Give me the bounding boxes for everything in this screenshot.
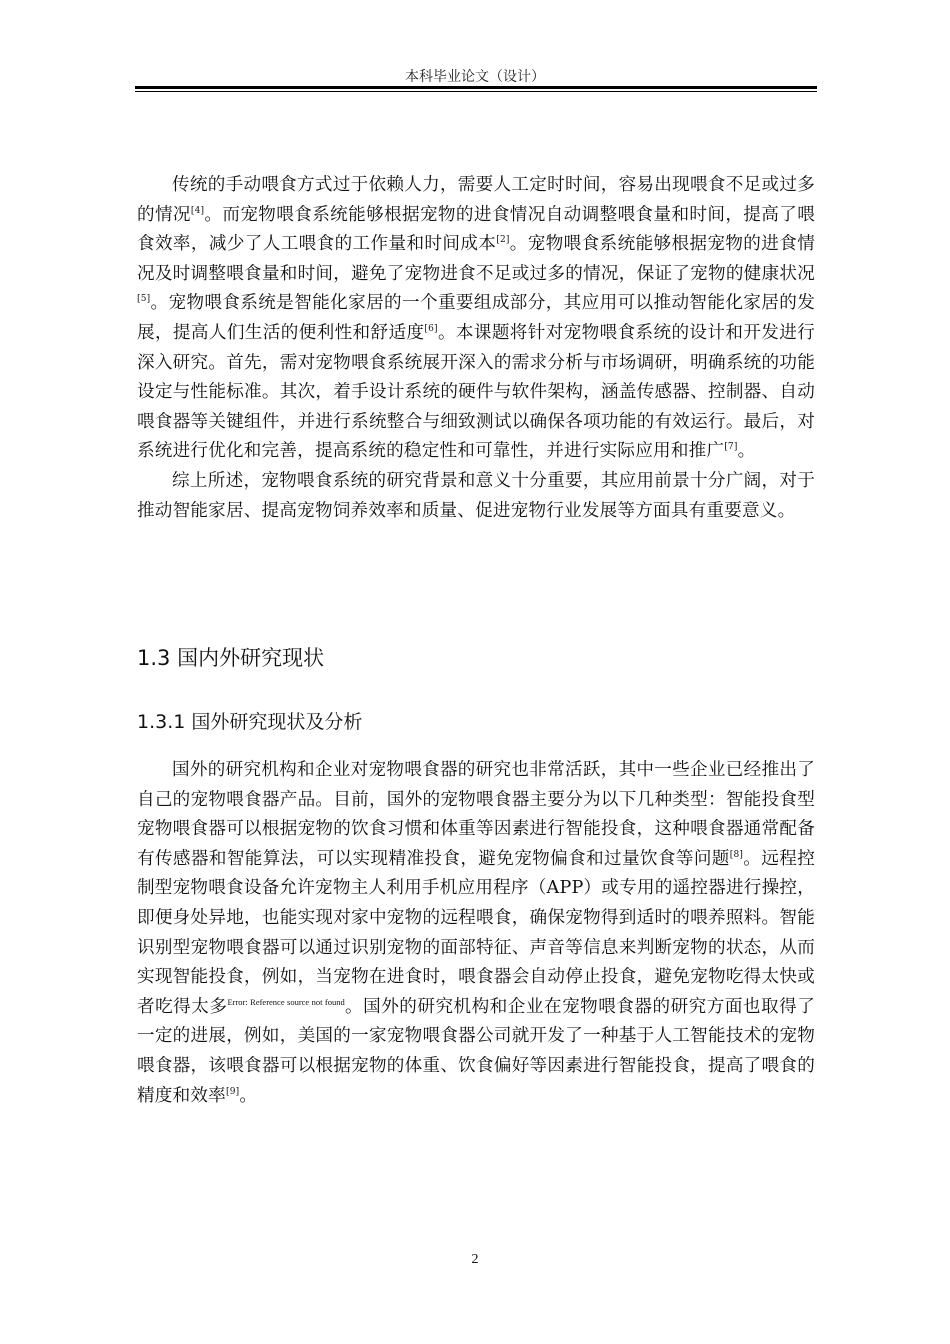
citation-ref: [2] xyxy=(496,235,510,246)
header-rule-thick xyxy=(135,86,817,89)
citation-ref: [9] xyxy=(225,1086,240,1097)
running-header: 本科毕业论文（设计） xyxy=(405,69,545,85)
text-run: 。本课题将针对宠物喂食系统的设计和开发进行深入研究。首先，需对宠物喂食系统展开深入的需求分析与市场调研，明确系统的功能设定与性能标准。其次，着手设计系统的硬件与软件架构，涵盖传感器、控制器、自动喂食器等关键组件，并进行系统整合与细致测试以确保各项功能的有效运行。最后，对系统进行优化和完善，提高系统的稳定性和可靠性，并进行实际应用和推广 xyxy=(137,322,816,462)
citation-ref: [8] xyxy=(729,849,744,860)
text-run: 。 xyxy=(239,1085,258,1106)
reference-error-note: Error: Reference source not found xyxy=(227,996,345,1007)
body-block-1 xyxy=(137,171,815,526)
text-run: 国外的研究机构和企业对宠物喂食器的研究也非常活跃，其中一些企业已经推出了自己的宠物喂食器产品。目前，国外的宠物喂食器主要分为以下几种类型：智能投食型宠物喂食器可以根据宠物的饮食习惯和体重等因素进行智能投食，这种喂食器通常配备有传感器和智能算法，可以实现精准投食，避免宠物偏食和过量饮食等问题 xyxy=(137,760,815,869)
text-run: 综上所述，宠物喂食系统的研究背景和意义十分重要，其应用前景十分广阔，对于推动智能家居、提高宠物饲养效率和质量、促进宠物行业发展等方面具有重要意义。 xyxy=(137,470,815,521)
citation-ref: [5] xyxy=(137,294,151,305)
page-number: 2 xyxy=(471,1252,479,1267)
paragraph-1 xyxy=(137,171,815,467)
text-run: 。 xyxy=(737,441,756,462)
header-rule-thin xyxy=(135,91,817,92)
citation-ref: [6] xyxy=(424,323,438,334)
citation-ref: [4] xyxy=(190,205,205,216)
text-run: 。宠物喂食系统是智能化家居的一个重要组成部分，其应用可以推动智能化家居的发展，提高人们生活的便利性和舒适度 xyxy=(137,293,815,343)
text-run: 。而宠物喂食系统能够根据宠物的进食情况自动调整喂食量和时间，提高了喂食效率，减少了人工喂食的工作量和时间成本 xyxy=(137,204,815,255)
text-run: 。远程控制型宠物喂食设备允许宠物主人利用手机应用程序（APP）或专用的遥控器进行操控，即便身处异地，也能实现对家中宠物的远程喂食，确保宠物得到适时的喂养照料。智能识别型宠物喂食器可以通过识别宠物的面部特征、声音等信息来判断宠物的状态，从而实现智能投食，例如，当宠物在进食时，喂食器会自动停止投食，避免宠物吃得太快或者吃得太多 xyxy=(137,848,815,1017)
text-run: 。国外的研究机构和企业在宠物喂食器的研究方面也取得了一定的进展，例如，美国的一家宠物喂食器公司就开发了一种基于人工智能技术的宠物喂食器，该喂食器可以根据宠物的体重、饮食偏好等因素进行智能投食，提高了喂食的精度和效率 xyxy=(137,996,815,1106)
paragraph-2 xyxy=(137,467,815,526)
section-heading: 1.3 国内外研究现状 xyxy=(137,646,325,670)
paragraph-3 xyxy=(137,756,815,1111)
body-block-2 xyxy=(137,756,815,1111)
text-run: 。宠物喂食系统能够根据宠物的进食情况及时调整喂食量和时间，避免了宠物进食不足或过多的情况，保证了宠物的健康状况 xyxy=(137,234,815,284)
subsection-heading: 1.3.1 国外研究现状及分析 xyxy=(137,711,363,733)
citation-ref: [7] xyxy=(724,442,738,453)
text-run: 传统的手动喂食方式过于依赖人力，需要人工定时时间，容易出现喂食不足或过多的情况 xyxy=(137,175,815,225)
